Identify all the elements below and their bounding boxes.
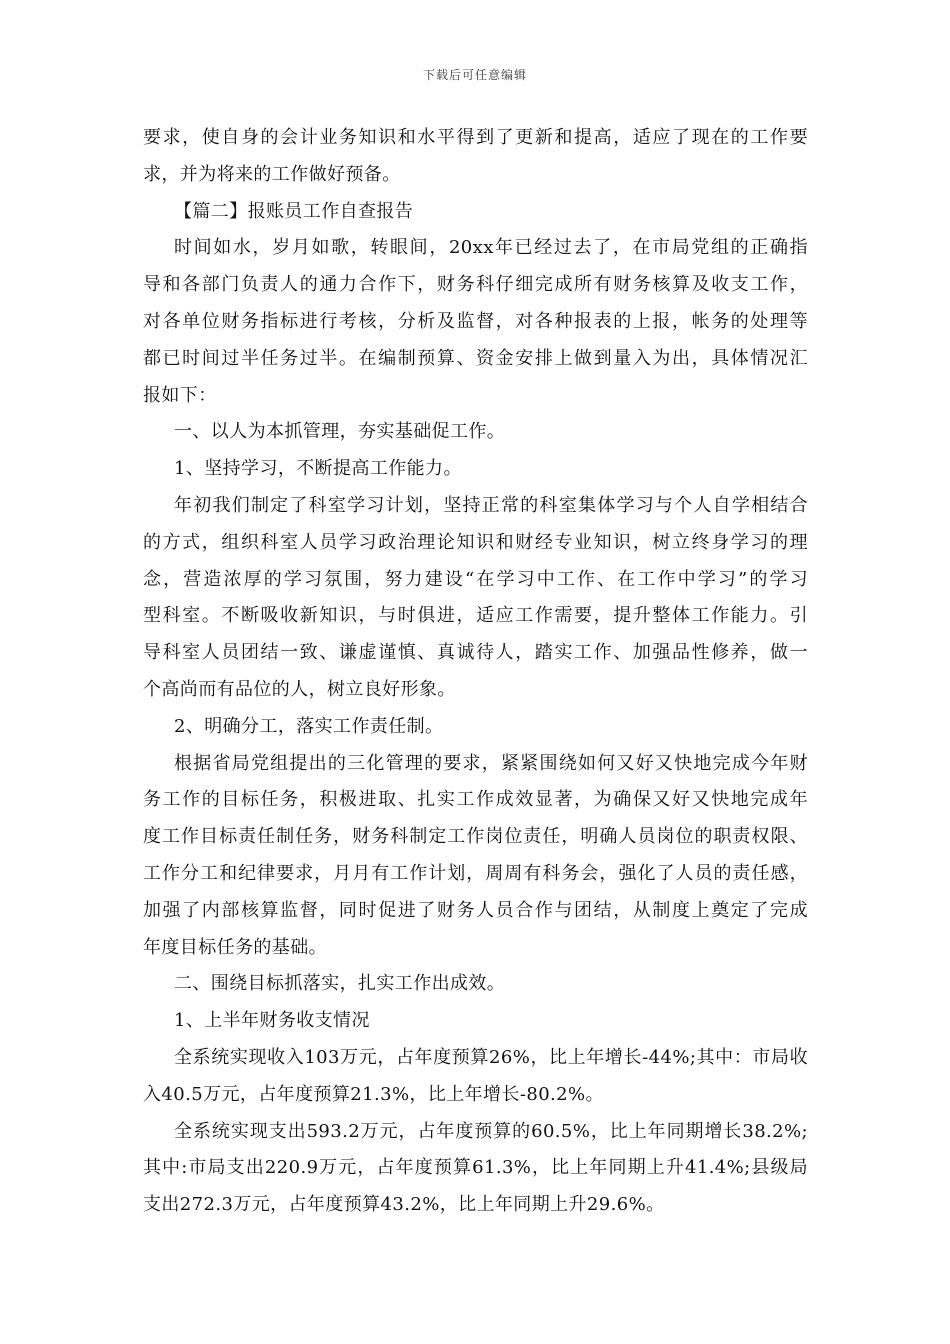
text-line: 要求，使自身的会计业务知识和水平得到了更新和提高，适应了现在的工作要 [143, 127, 808, 148]
text-line: 度工作目标责任制任务，财务科制定工作岗位责任，明确人员岗位的职责权限、 [143, 826, 808, 848]
text-line: 其中:市局支出220.9万元，占年度预算61.3%，比上年同期上升41.4%;县级局 [143, 1157, 808, 1179]
text-line: 1、上半年财务收支情况 [174, 1010, 370, 1032]
text-line: 导科室人员团结一致、谦虚谨慎、真诚待人，踏实工作、加强品性修养，做一 [143, 642, 808, 664]
text-line: 入40.5万元，占年度预算21.3%，比上年增长-80.2%。 [143, 1083, 604, 1105]
text-line: 的方式，组织科室人员学习政治理论知识和财经专业知识，树立终身学习的理 [143, 531, 808, 553]
text-line: 念，营造浓厚的学习氛围，努力建设“在学习中工作、在工作中学习”的学习 [143, 568, 808, 590]
text-line: 对各单位财务指标进行考核，分析及监督，对各种报表的上报，帐务的处理等 [143, 310, 808, 332]
text-line: 二、围绕目标抓落实，扎实工作出成效。 [174, 973, 506, 995]
text-line: 都已时间过半任务过半。在编制预算、资金安排上做到量入为出，具体情况汇 [143, 347, 808, 369]
page-header-note: 下载后可任意编辑 [422, 68, 527, 82]
text-line: 加强了内部核算监督，同时促进了财务人员合作与团结，从制度上奠定了完成 [143, 899, 808, 921]
text-line: 求，并为将来的工作做好预备。 [143, 163, 401, 185]
text-line: 2、明确分工，落实工作责任制。 [174, 715, 444, 737]
text-line: 1、坚持学习，不断提高工作能力。 [174, 458, 462, 480]
text-line: 务工作的目标任务，积极进取、扎实工作成效显著，为确保又好又快地完成年 [143, 789, 808, 811]
text-line: 年度目标任务的基础。 [143, 936, 327, 958]
text-line: 工作分工和纪律要求，月月有工作计划，周周有科务会，强化了人员的责任感， [143, 862, 808, 884]
text-line: 全系统实现支出593.2万元，占年度预算的60.5%，比上年同期增长38.2%; [174, 1120, 808, 1142]
text-line: 时间如水，岁月如歌，转眼间，20xx年已经过去了，在市局党组的正确指 [174, 237, 808, 259]
text-line: 一、以人为本抓管理，夯实基础促工作。 [174, 421, 506, 443]
text-line: 支出272.3万元，占年度预算43.2%，比上年同期上升29.6%。 [143, 1194, 665, 1216]
text-line: 全系统实现收入103万元，占年度预算26%，比上年增长-44%;其中：市局收 [174, 1046, 808, 1068]
text-line: 个高尚而有品位的人，树立良好形象。 [143, 678, 456, 700]
text-line: 导和各部门负责人的通力合作下，财务科仔细完成所有财务核算及收支工作， [143, 274, 808, 296]
text-line: 【篇二】报账员工作自查报告 [174, 200, 414, 222]
document-body [143, 120, 808, 1224]
text-line: 报如下： [143, 384, 217, 406]
text-line: 根据省局党组提出的三化管理的要求，紧紧围绕如何又好又快地完成今年财 [174, 752, 808, 774]
text-line: 年初我们制定了科室学习计划，坚持正常的科室集体学习与个人自学相结合 [174, 494, 808, 516]
text-line: 型科室。不断吸收新知识，与时俱进，适应工作需要，提升整体工作能力。引 [143, 605, 808, 627]
